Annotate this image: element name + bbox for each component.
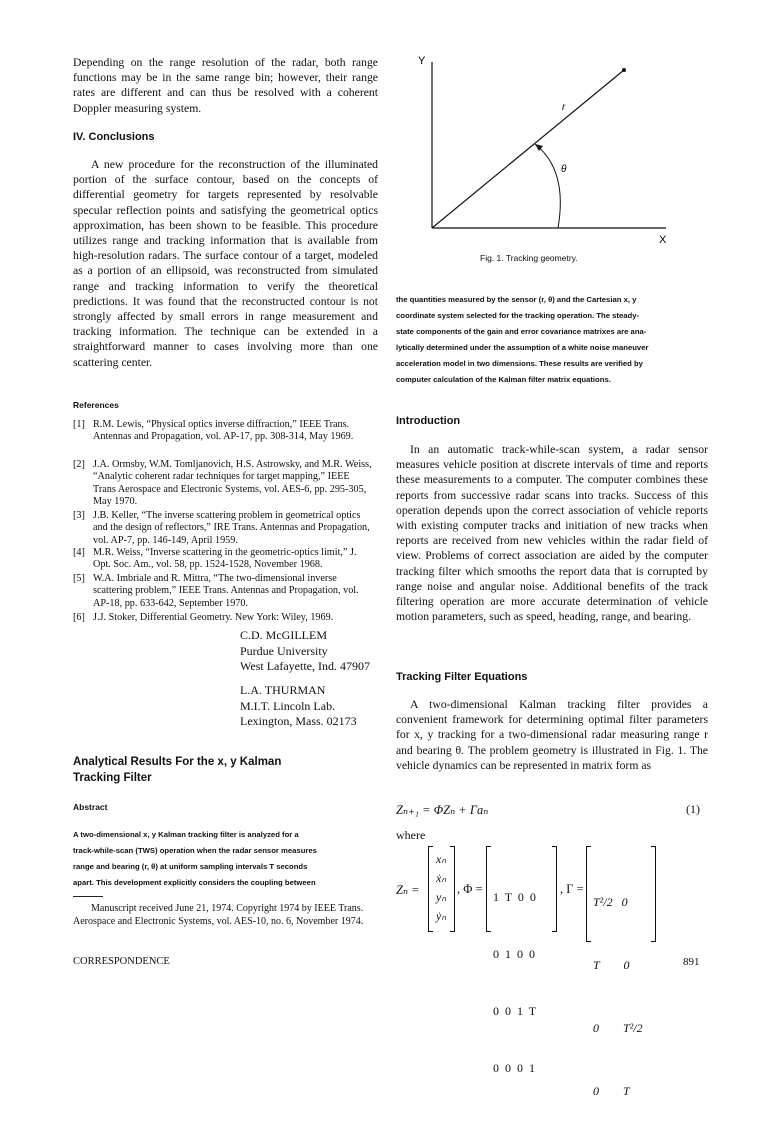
intro-paragraph: Depending on the range resolution of the radar, both range functions may be in the same range bin; however, their range rates are different and can thus be resolved with a coherent Doppler measuring system. bbox=[73, 56, 378, 115]
author-block-1 bbox=[240, 628, 370, 675]
tracking-filter-paragraph: A two-dimensional Kalman tracking filter provides a convenient framework for determining optimal filter parameters for x, y tracking for a two-dimensional radar measuring range r and bearing θ. The problem geometry is illustrated in Fig. 1. The vehicle dynamics can be represented in matrix form as bbox=[396, 698, 708, 772]
range-vector-line bbox=[432, 70, 624, 228]
abstract-continuation: the quantities measured by the sensor (r, θ) and the Cartesian x, y coordinate system selected for the tracking operation. The steady- state components of the gain and error covariance matrixes are ana- lytically determined under the assumption of a white noise maneuver acceleration model in two dimensions. These results are verified by computer calculation of the Kalman filter matrix equations. bbox=[396, 295, 649, 384]
zn-right-bracket bbox=[450, 846, 455, 932]
reference-item: [2] J.A. Ormsby, W.M. Tomljanovich, H.S. Astrowsky, and M.R. Weiss, “Analytic coherent radar techniques for target mapping,” IEEE Trans Aerospace and Electronic Systems, vol. AES-6, pp. 295-305, May 1970. bbox=[73, 459, 372, 508]
footer-correspondence: CORRESPONDENCE bbox=[73, 956, 170, 967]
reference-item: [4] M.R. Weiss, “Inverse scattering in the geometric-optics limit,” J. Opt. Soc. Am., vol. 58, pp. 1524-1528, November 1968. bbox=[73, 547, 357, 571]
author-address: Lexington, Mass. 02173 bbox=[240, 714, 357, 728]
reference-item: [5] W.A. Imbriale and R. Mittra, “The two-dimensional inverse scattering problem,” IEEE Trans. Antennas and Propagation, vol. AP-18, pp. 633-642, September 1970. bbox=[73, 573, 359, 609]
reference-item: [1] R.M. Lewis, “Physical optics inverse diffraction,” IEEE Trans. Antennas and Propagation, vol. AP-17, pp. 308-314, May 1969. bbox=[73, 419, 354, 443]
phi-label: , Φ = bbox=[457, 882, 483, 896]
conclusions-heading: IV. Conclusions bbox=[73, 131, 155, 143]
zn-label: Zₙ = bbox=[396, 883, 420, 897]
r-label: r bbox=[562, 102, 566, 113]
zn-left-bracket bbox=[428, 846, 433, 932]
conclusions-paragraph: A new procedure for the reconstruction of the illuminated portion of the surface contour, based on the concepts of differential geometry for targets represented by resolvable specular reflection points and satisfying the geometrical optics approximation, has been shown to be feasible. This procedure utilizes range and tracking information that is available from high-resolution radars. The surface contour of a target, modeled as a portion of an ellipsoid, was reconstructed from simulated range and tracking information to verify the theoretical predictions. It was found that the reconstructed contour is not strongly affected by small errors in range measurement and tracking information. The technique can be extended in a straightforward manner to cases involving more than one scattering center. bbox=[73, 158, 378, 369]
paper-title: Analytical Results For the x, y Kalman Tracking Filter bbox=[73, 756, 282, 784]
author-address: West Lafayette, Ind. 47907 bbox=[240, 659, 370, 673]
x-axis-label: X bbox=[659, 234, 667, 246]
author-affiliation: Purdue University bbox=[240, 643, 328, 658]
figure-caption: Fig. 1. Tracking geometry. bbox=[480, 253, 578, 263]
where-text: where bbox=[396, 828, 426, 842]
phi-left-bracket bbox=[486, 846, 491, 932]
equation-1-number: (1) bbox=[686, 802, 700, 816]
introduction-heading: Introduction bbox=[396, 415, 461, 427]
tracking-filter-heading: Tracking Filter Equations bbox=[396, 671, 528, 683]
reference-item: [3] J.B. Keller, “The inverse scattering problem in geometrical optics and the design of reflectors,” IRE Trans. Antennas and Propagation, vol. AP-7, pp. 146-149, April 1959. bbox=[73, 510, 370, 546]
author-name: C.D. McGILLEM bbox=[240, 628, 327, 642]
y-axis-label: Y bbox=[418, 55, 426, 67]
theta-label: θ bbox=[561, 164, 567, 175]
references-heading: References bbox=[73, 400, 119, 410]
abstract-text: A two-dimensional x, y Kalman tracking filter is analyzed for a track-while-scan (TWS) operation when the radar sensor measures range and bearing (r, θ) at uniform sampling intervals T seconds apart. This development explicitly considers the coupling between bbox=[73, 830, 317, 887]
target-point bbox=[622, 68, 626, 72]
zn-vector: xₙ ẋₙ yₙ ẏₙ bbox=[436, 852, 447, 923]
reference-item: [6] J.J. Stoker, Differential Geometry. New York: Wiley, 1969. bbox=[73, 612, 334, 623]
theta-arc bbox=[535, 144, 560, 228]
gamma-matrix: T²/2 0 T 0 0 T²/2 0 T bbox=[593, 895, 643, 1098]
phi-right-bracket bbox=[552, 846, 557, 932]
abstract-heading: Abstract bbox=[73, 802, 108, 812]
gamma-right-bracket bbox=[651, 846, 656, 942]
gamma-left-bracket bbox=[586, 846, 591, 942]
phi-matrix: 1 T 0 0 0 1 0 0 0 0 1 T 0 0 0 1 bbox=[493, 890, 537, 1075]
author-affiliation: M.I.T. Lincoln Lab. bbox=[240, 698, 336, 713]
page-number: 891 bbox=[683, 956, 700, 968]
introduction-paragraph: In an automatic track-while-scan system, a radar sensor measures vehicle position at discrete intervals of time and reports these measurements to a computer. The computer combines these reports from successive radar scans into tracks. Success of this operation depends upon the correct association of vehicle reports with existing computer tracks and initiation of new tracks when reports are received from new vehicles within the radar field of view. Problems of correct association are aided by the computer tracking filter which smooths the report data that is corrupted by range noise and angular noise. Additional benefits of the track filtering operation are more accurate determination of vehicle motion parameters, such as speed, heading, range, and bearing. bbox=[396, 443, 708, 624]
footnote-rule bbox=[73, 896, 103, 897]
tracking-geometry-figure bbox=[400, 50, 690, 270]
equation-1: Zₙ₊₁ = ΦZₙ + Γaₙ bbox=[396, 803, 489, 817]
gamma-label: , Γ = bbox=[560, 882, 584, 896]
author-name: L.A. THURMAN bbox=[240, 683, 326, 697]
author-block-2 bbox=[240, 683, 357, 730]
footnote: Manuscript received June 21, 1974. Copyright 1974 by IEEE Trans. Aerospace and Electronic Systems, vol. AES-10, no. 6, November 1974. bbox=[73, 903, 364, 927]
